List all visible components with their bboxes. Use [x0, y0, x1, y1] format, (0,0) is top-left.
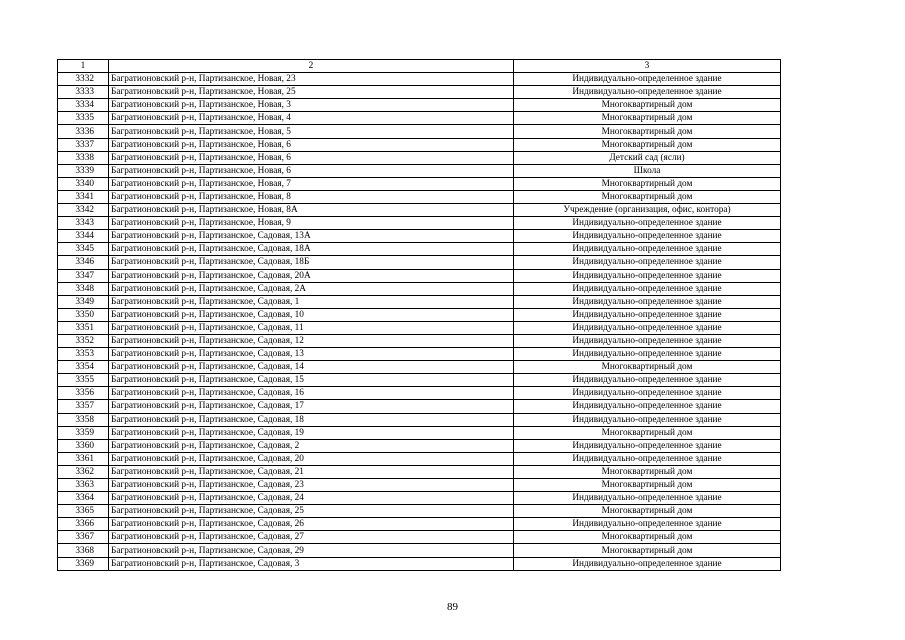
table-row: [58, 295, 781, 308]
address-cell: Багратионовский р-н, Партизанское, Садовая, 18Б: [109, 256, 514, 269]
address-cell: Багратионовский р-н, Партизанское, Садовая, 26: [109, 518, 514, 531]
address-cell: Багратионовский р-н, Партизанское, Садовая, 29: [109, 544, 514, 557]
row-number-cell: 3355: [58, 374, 109, 387]
building-type-cell: Индивидуально-определенное здание: [514, 86, 781, 99]
row-number-cell: 3351: [58, 321, 109, 334]
table-row: [58, 86, 781, 99]
building-type-cell: Индивидуально-определенное здание: [514, 518, 781, 531]
table-row: [58, 177, 781, 190]
address-cell: Багратионовский р-н, Партизанское, Садовая, 3: [109, 557, 514, 570]
building-type-cell: Многоквартирный дом: [514, 138, 781, 151]
building-type-cell: Индивидуально-определенное здание: [514, 73, 781, 86]
address-cell: Багратионовский р-н, Партизанское, Новая, 23: [109, 73, 514, 86]
address-cell: Багратионовский р-н, Партизанское, Новая, 6: [109, 138, 514, 151]
row-number-cell: 3365: [58, 505, 109, 518]
building-type-cell: Многоквартирный дом: [514, 531, 781, 544]
building-type-cell: Индивидуально-определенное здание: [514, 282, 781, 295]
table-row: [58, 321, 781, 334]
row-number-cell: 3361: [58, 452, 109, 465]
building-type-cell: Индивидуально-определенное здание: [514, 439, 781, 452]
row-number-cell: 3340: [58, 177, 109, 190]
address-cell: Багратионовский р-н, Партизанское, Новая, 3: [109, 99, 514, 112]
address-cell: Багратионовский р-н, Партизанское, Садовая, 13А: [109, 230, 514, 243]
row-number-cell: 3342: [58, 204, 109, 217]
row-number-cell: 3346: [58, 256, 109, 269]
table-row: [58, 531, 781, 544]
table-body: [58, 73, 781, 571]
row-number-cell: 3359: [58, 426, 109, 439]
table-row: [58, 452, 781, 465]
table-row: [58, 73, 781, 86]
row-number-cell: 3347: [58, 269, 109, 282]
table-header-row: [58, 60, 781, 73]
row-number-cell: 3336: [58, 125, 109, 138]
row-number-cell: 3338: [58, 151, 109, 164]
building-type-cell: Многоквартирный дом: [514, 426, 781, 439]
row-number-cell: 3362: [58, 465, 109, 478]
building-type-cell: Индивидуально-определенное здание: [514, 374, 781, 387]
row-number-cell: 3356: [58, 387, 109, 400]
table-row: [58, 217, 781, 230]
table-row: [58, 269, 781, 282]
address-cell: Багратионовский р-н, Партизанское, Садовая, 19: [109, 426, 514, 439]
building-type-cell: Многоквартирный дом: [514, 544, 781, 557]
row-number-cell: 3369: [58, 557, 109, 570]
table-row: [58, 282, 781, 295]
building-type-cell: Индивидуально-определенное здание: [514, 413, 781, 426]
table-row: [58, 334, 781, 347]
row-number-cell: 3353: [58, 348, 109, 361]
address-cell: Багратионовский р-н, Партизанское, Новая, 6: [109, 151, 514, 164]
building-type-cell: Школа: [514, 164, 781, 177]
address-cell: Багратионовский р-н, Партизанское, Садовая, 25: [109, 505, 514, 518]
row-number-cell: 3333: [58, 86, 109, 99]
table-row: [58, 138, 781, 151]
table-row: [58, 518, 781, 531]
address-cell: Багратионовский р-н, Партизанское, Новая, 8: [109, 190, 514, 203]
row-number-cell: 3337: [58, 138, 109, 151]
row-number-cell: 3332: [58, 73, 109, 86]
row-number-cell: 3360: [58, 439, 109, 452]
table-row: [58, 204, 781, 217]
document-table: [57, 59, 781, 571]
table-row: [58, 151, 781, 164]
building-type-cell: Многоквартирный дом: [514, 361, 781, 374]
building-type-cell: Многоквартирный дом: [514, 112, 781, 125]
address-cell: Багратионовский р-н, Партизанское, Садовая, 21: [109, 465, 514, 478]
column-header-number: 1: [58, 60, 109, 73]
table-row: [58, 387, 781, 400]
table-row: [58, 413, 781, 426]
row-number-cell: 3368: [58, 544, 109, 557]
address-cell: Багратионовский р-н, Партизанское, Садовая, 27: [109, 531, 514, 544]
building-type-cell: Индивидуально-определенное здание: [514, 256, 781, 269]
row-number-cell: 3367: [58, 531, 109, 544]
table-row: [58, 190, 781, 203]
address-cell: Багратионовский р-н, Партизанское, Садовая, 18А: [109, 243, 514, 256]
building-type-cell: Индивидуально-определенное здание: [514, 452, 781, 465]
row-number-cell: 3341: [58, 190, 109, 203]
address-cell: Багратионовский р-н, Партизанское, Садовая, 24: [109, 492, 514, 505]
building-type-cell: Индивидуально-определенное здание: [514, 308, 781, 321]
building-type-cell: Многоквартирный дом: [514, 190, 781, 203]
building-type-cell: Многоквартирный дом: [514, 505, 781, 518]
table-row: [58, 492, 781, 505]
row-number-cell: 3363: [58, 479, 109, 492]
row-number-cell: 3358: [58, 413, 109, 426]
address-cell: Багратионовский р-н, Партизанское, Новая, 6: [109, 164, 514, 177]
row-number-cell: 3348: [58, 282, 109, 295]
page-number: 89: [447, 601, 458, 613]
building-type-cell: Индивидуально-определенное здание: [514, 295, 781, 308]
building-type-cell: Индивидуально-определенное здание: [514, 243, 781, 256]
table-row: [58, 374, 781, 387]
building-type-cell: Многоквартирный дом: [514, 465, 781, 478]
address-cell: Багратионовский р-н, Партизанское, Садовая, 17: [109, 400, 514, 413]
building-type-cell: Индивидуально-определенное здание: [514, 557, 781, 570]
table-row: [58, 230, 781, 243]
row-number-cell: 3352: [58, 334, 109, 347]
building-type-cell: Индивидуально-определенное здание: [514, 269, 781, 282]
table-row: [58, 164, 781, 177]
address-cell: Багратионовский р-н, Партизанское, Садовая, 18: [109, 413, 514, 426]
row-number-cell: 3366: [58, 518, 109, 531]
column-header-type: 3: [514, 60, 781, 73]
row-number-cell: 3335: [58, 112, 109, 125]
row-number-cell: 3339: [58, 164, 109, 177]
address-cell: Багратионовский р-н, Партизанское, Новая, 7: [109, 177, 514, 190]
table-row: [58, 544, 781, 557]
building-type-cell: Многоквартирный дом: [514, 125, 781, 138]
table-row: [58, 308, 781, 321]
building-type-cell: Учреждение (организация, офис, контора): [514, 204, 781, 217]
address-cell: Багратионовский р-н, Партизанское, Садовая, 13: [109, 348, 514, 361]
address-cell: Багратионовский р-н, Партизанское, Новая, 5: [109, 125, 514, 138]
table-row: [58, 400, 781, 413]
row-number-cell: 3364: [58, 492, 109, 505]
building-type-cell: Индивидуально-определенное здание: [514, 387, 781, 400]
building-type-cell: Индивидуально-определенное здание: [514, 334, 781, 347]
table-row: [58, 426, 781, 439]
address-cell: Багратионовский р-н, Партизанское, Новая, 4: [109, 112, 514, 125]
table-row: [58, 99, 781, 112]
table-row: [58, 479, 781, 492]
address-cell: Багратионовский р-н, Партизанское, Садовая, 23: [109, 479, 514, 492]
address-cell: Багратионовский р-н, Партизанское, Садовая, 14: [109, 361, 514, 374]
building-type-cell: Детский сад (ясли): [514, 151, 781, 164]
address-cell: Багратионовский р-н, Партизанское, Новая, 25: [109, 86, 514, 99]
row-number-cell: 3350: [58, 308, 109, 321]
table-row: [58, 439, 781, 452]
building-type-cell: Индивидуально-определенное здание: [514, 348, 781, 361]
address-cell: Багратионовский р-н, Партизанское, Садовая, 2: [109, 439, 514, 452]
building-type-cell: Индивидуально-определенное здание: [514, 492, 781, 505]
table-row: [58, 112, 781, 125]
column-header-address: 2: [109, 60, 514, 73]
building-type-cell: Многоквартирный дом: [514, 99, 781, 112]
address-cell: Багратионовский р-н, Партизанское, Садовая, 15: [109, 374, 514, 387]
row-number-cell: 3357: [58, 400, 109, 413]
address-cell: Багратионовский р-н, Партизанское, Новая, 8А: [109, 204, 514, 217]
building-type-cell: Индивидуально-определенное здание: [514, 321, 781, 334]
building-type-cell: Индивидуально-определенное здание: [514, 230, 781, 243]
building-type-cell: Многоквартирный дом: [514, 479, 781, 492]
building-type-cell: Индивидуально-определенное здание: [514, 400, 781, 413]
address-cell: Багратионовский р-н, Партизанское, Садовая, 16: [109, 387, 514, 400]
table-row: [58, 465, 781, 478]
table-row: [58, 256, 781, 269]
address-cell: Багратионовский р-н, Партизанское, Садовая, 12: [109, 334, 514, 347]
row-number-cell: 3343: [58, 217, 109, 230]
address-cell: Багратионовский р-н, Партизанское, Садовая, 20: [109, 452, 514, 465]
table-row: [58, 505, 781, 518]
building-type-cell: Индивидуально-определенное здание: [514, 217, 781, 230]
row-number-cell: 3345: [58, 243, 109, 256]
row-number-cell: 3349: [58, 295, 109, 308]
building-type-cell: Многоквартирный дом: [514, 177, 781, 190]
table-row: [58, 348, 781, 361]
address-cell: Багратионовский р-н, Партизанское, Садовая, 20А: [109, 269, 514, 282]
row-number-cell: 3344: [58, 230, 109, 243]
address-cell: Багратионовский р-н, Партизанское, Новая, 9: [109, 217, 514, 230]
address-cell: Багратионовский р-н, Партизанское, Садовая, 10: [109, 308, 514, 321]
table-row: [58, 125, 781, 138]
address-cell: Багратионовский р-н, Партизанское, Садовая, 11: [109, 321, 514, 334]
row-number-cell: 3354: [58, 361, 109, 374]
table-row: [58, 361, 781, 374]
row-number-cell: 3334: [58, 99, 109, 112]
table-row: [58, 557, 781, 570]
address-cell: Багратионовский р-н, Партизанское, Садовая, 2А: [109, 282, 514, 295]
table-row: [58, 243, 781, 256]
address-cell: Багратионовский р-н, Партизанское, Садовая, 1: [109, 295, 514, 308]
